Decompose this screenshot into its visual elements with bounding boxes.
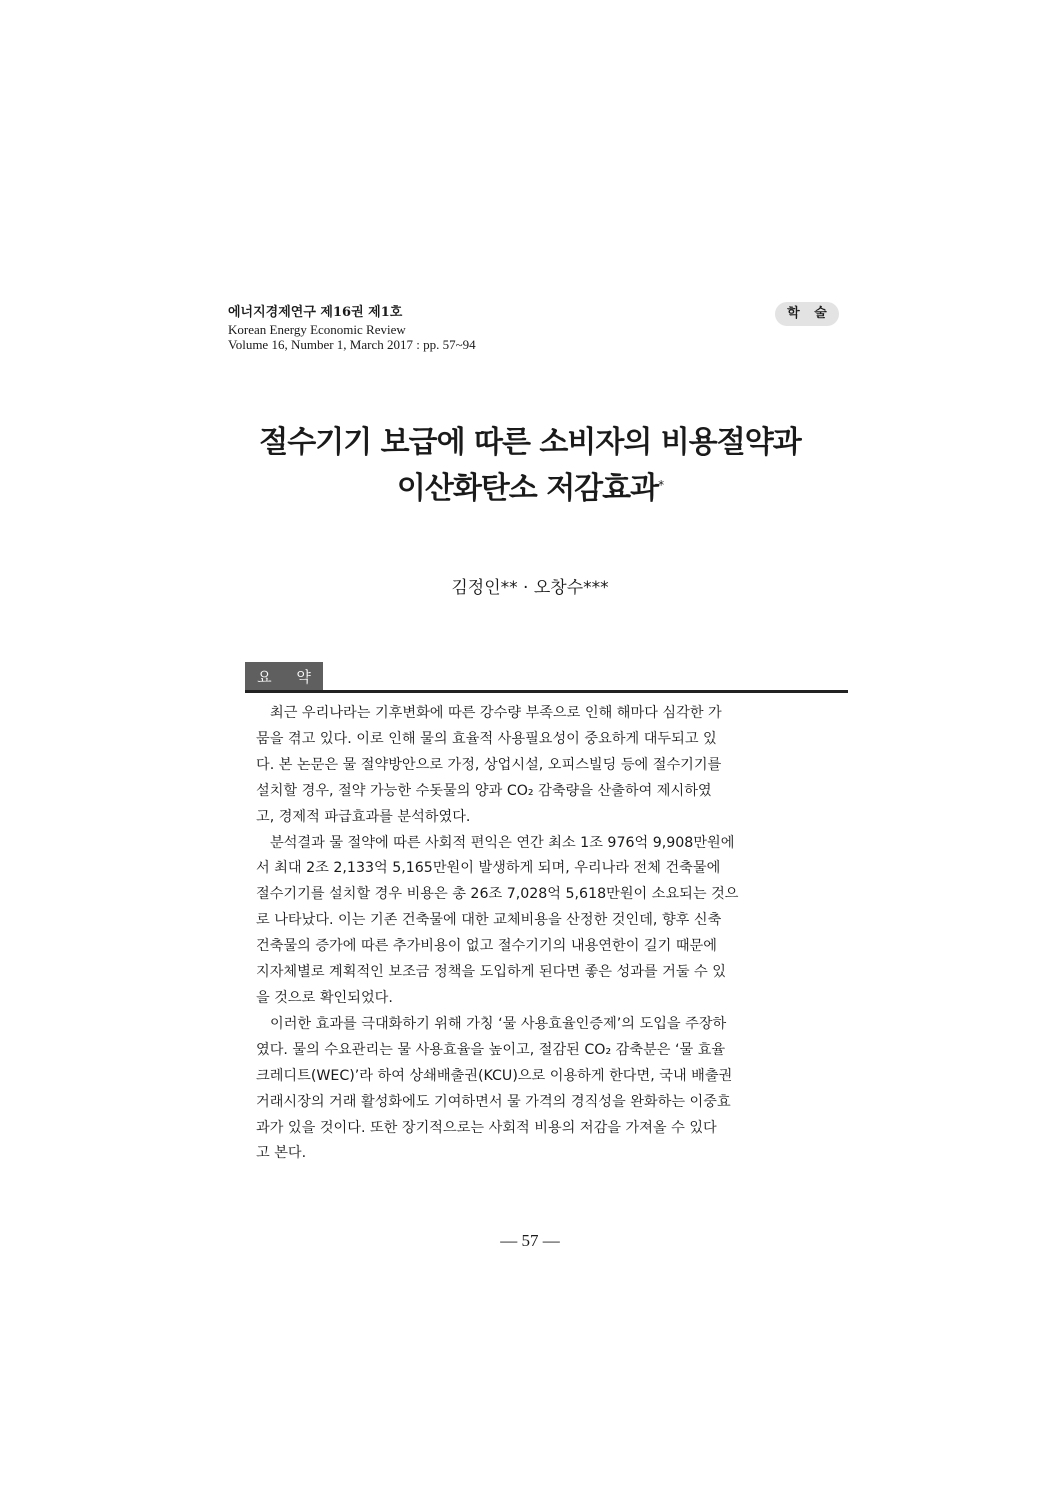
abstract-line: 분석결과 물 절약에 따른 사회적 편익은 연간 최소 1조 976억 9,908만원에	[270, 834, 735, 851]
authors: 김정인** · 오창수***	[451, 578, 609, 598]
abstract-line: 설치할 경우, 절약 가능한 수돗물의 양과 CO₂ 감축량을 산출하여 제시하였	[256, 782, 712, 799]
abstract-line: 다. 본 논문은 물 절약방안으로 가정, 상업시설, 오피스빌딩 등에 절수기기를	[256, 756, 722, 773]
abstract-line: 뭄을 겪고 있다. 이로 인해 물의 효율적 사용필요성이 중요하게 대두되고 있	[256, 730, 717, 747]
abstract-line: 지자체별로 계획적인 보조금 정책을 도입하게 된다면 좋은 성과를 거둘 수 있	[256, 964, 726, 981]
abstract-paragraph-2	[256, 831, 816, 1012]
abstract-line: 고 본다.	[256, 1145, 307, 1162]
title-footnote-mark: *	[658, 478, 664, 492]
paper-title-line-1: 절수기기 보급에 따른 소비자의 비용절약과	[259, 425, 801, 460]
abstract-line: 고, 경제적 파급효과를 분석하였다.	[256, 808, 471, 825]
abstract-divider	[245, 690, 848, 693]
journal-english-title: Korean Energy Economic Review	[228, 322, 406, 337]
abstract-line: 건축물의 증가에 따른 추가비용이 없고 절수기기의 내용연한이 길기 때문에	[256, 938, 717, 955]
page-number: ― 57 ―	[500, 1231, 560, 1250]
paper-title	[180, 420, 880, 512]
abstract-heading: 요 약	[245, 662, 323, 692]
abstract-body	[256, 701, 816, 1167]
abstract-line: 서 최대 2조 2,133억 5,165만원이 발생하게 되며, 우리나라 전체 건축물에	[256, 860, 721, 877]
abstract-line: 거래시장의 거래 활성화에도 기여하면서 물 가격의 경직성을 완화하는 이중효	[256, 1093, 731, 1110]
journal-issue-line: Volume 16, Number 1, March 2017 : pp. 57~94	[228, 337, 476, 352]
abstract-line: 최근 우리나라는 기후변화에 따른 강수량 부족으로 인해 해마다 심각한 가	[270, 705, 722, 721]
abstract-line: 절수기기를 설치할 경우 비용은 총 26조 7,028억 5,618만원이 소요되는 것으	[256, 886, 739, 903]
abstract-line: 을 것으로 확인되었다.	[256, 989, 393, 1006]
abstract-paragraph-3	[256, 1012, 816, 1167]
abstract-line: 로 나타났다. 이는 기존 건축물에 대한 교체비용을 산정한 것인데, 향후 신축	[256, 912, 722, 929]
abstract-paragraph-1	[256, 701, 816, 831]
paper-title-line-2-text: 이산화탄소 저감효과	[396, 471, 659, 506]
abstract-line: 였다. 물의 수요관리는 물 사용효율을 높이고, 절감된 CO₂ 감축분은 ‘물 효율	[256, 1041, 726, 1058]
paper-title-line-2	[180, 466, 880, 512]
journal-korean-title: 에너지경제연구 제16권 제1호	[228, 305, 403, 320]
abstract-line: 과가 있을 것이다. 또한 장기적으로는 사회적 비용의 저감을 가져올 수 있다	[256, 1119, 717, 1136]
abstract-line: 크레디트(WEC)’라 하여 상쇄배출권(KCU)으로 이용하게 한다면, 국내 배출권	[256, 1067, 733, 1084]
journal-header	[228, 304, 628, 352]
abstract-line: 이러한 효과를 극대화하기 위해 가칭 ‘물 사용효율인증제’의 도입을 주장하	[270, 1015, 727, 1032]
category-badge: 학 술	[775, 302, 839, 326]
